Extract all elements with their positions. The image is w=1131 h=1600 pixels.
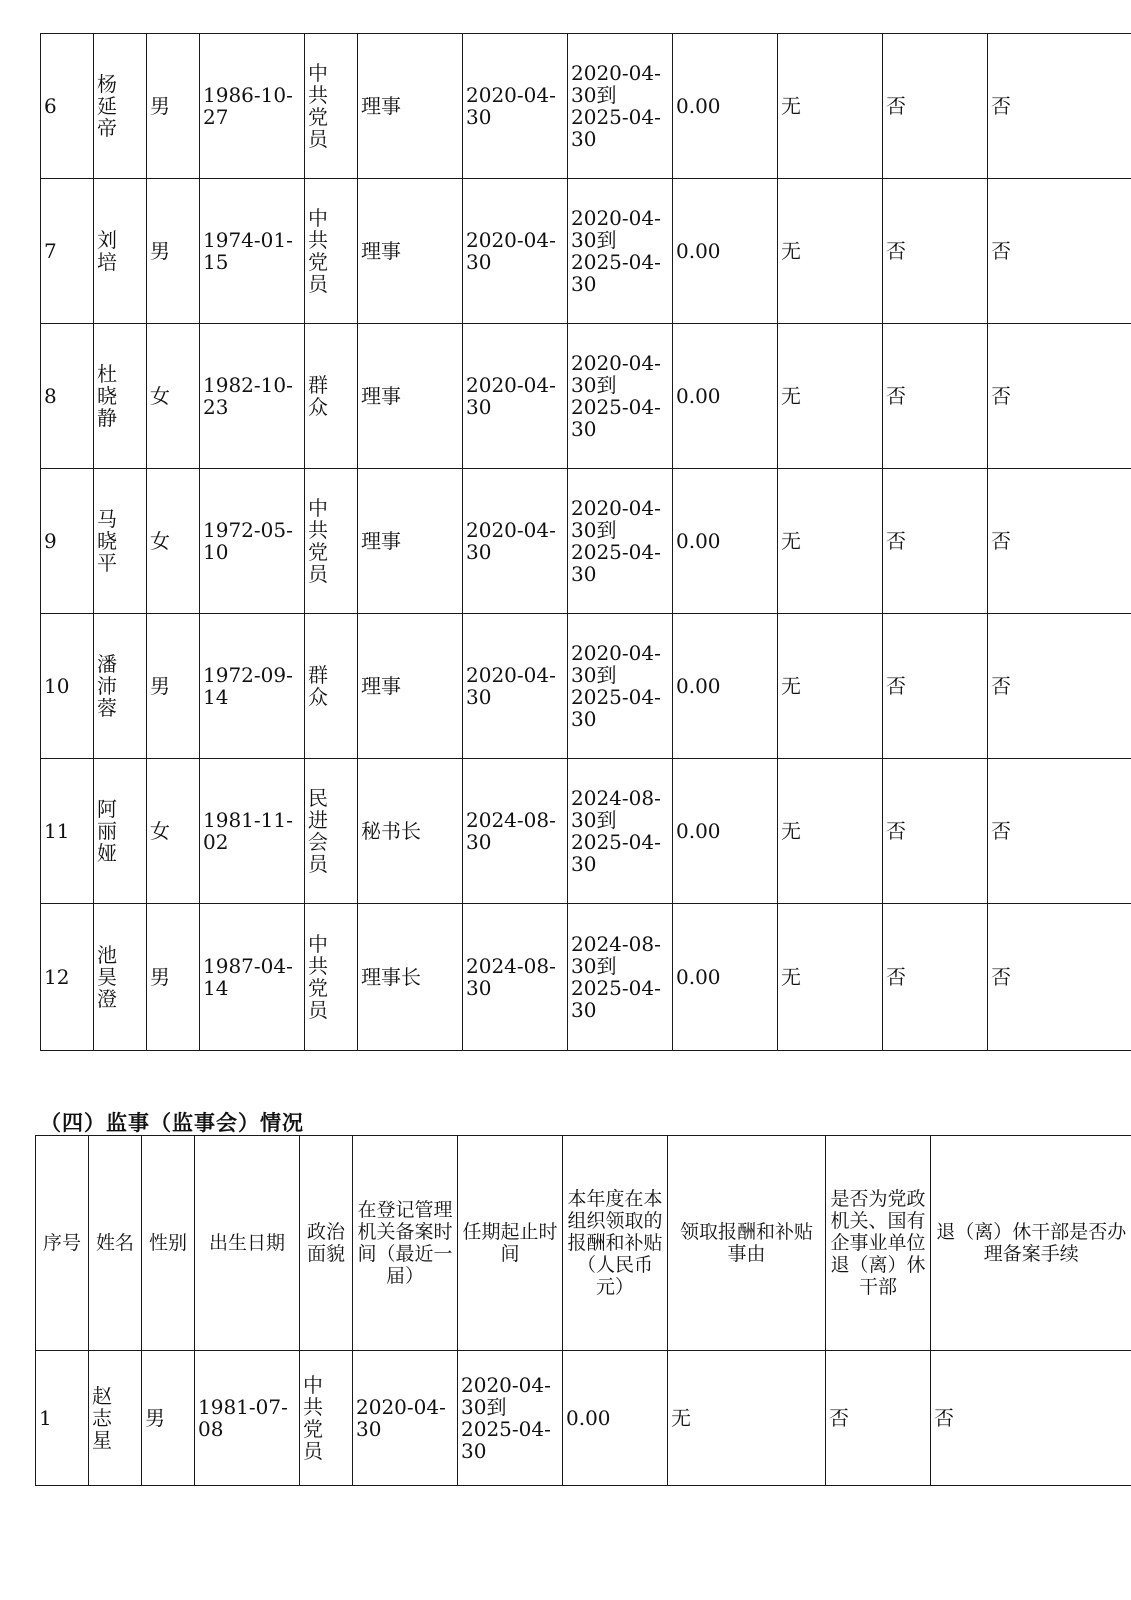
supervisor-name: 赵志星 xyxy=(92,1384,112,1452)
member-is-retired-cadre: 否 xyxy=(883,324,988,469)
header-is-retired-cadre: 是否为党政机关、国有企事业单位退（离）休干部 xyxy=(826,1136,931,1351)
member-gender: 女 xyxy=(147,324,200,469)
member-gender: 男 xyxy=(147,179,200,324)
table-row xyxy=(41,324,1131,469)
member-name: 池昊澄 xyxy=(97,943,117,1011)
header-no: 序号 xyxy=(36,1136,89,1351)
member-reason: 无 xyxy=(778,759,883,904)
member-is-retired-cadre: 否 xyxy=(883,614,988,759)
member-politics: 中共党员 xyxy=(308,496,328,586)
member-position: 理事 xyxy=(358,324,463,469)
member-gender: 女 xyxy=(147,469,200,614)
member-is-retired-cadre: 否 xyxy=(883,179,988,324)
board-members-body xyxy=(41,34,1131,1051)
member-position: 理事长 xyxy=(358,904,463,1051)
member-reason: 无 xyxy=(778,324,883,469)
supervisor-name-cell xyxy=(89,1351,142,1486)
member-name-cell xyxy=(94,324,147,469)
member-reason: 无 xyxy=(778,179,883,324)
member-name: 杨延帝 xyxy=(97,72,117,140)
supervisor-term: 2020-04-30到2025-04-30 xyxy=(458,1351,563,1486)
member-name-cell xyxy=(94,469,147,614)
table-row xyxy=(41,759,1131,904)
member-term: 2024-08-30到2025-04-30 xyxy=(568,904,673,1051)
member-filing-time: 2020-04-30 xyxy=(463,324,568,469)
member-reason: 无 xyxy=(778,614,883,759)
member-politics-cell xyxy=(305,904,358,1051)
member-name: 潘沛蓉 xyxy=(97,652,117,720)
member-politics: 群众 xyxy=(308,663,328,709)
header-reason: 领取报酬和补贴事由 xyxy=(668,1136,826,1351)
member-filed: 否 xyxy=(988,469,1131,614)
member-birth: 1972-05-10 xyxy=(200,469,305,614)
header-filed: 退（离）休干部是否办理备案手续 xyxy=(931,1136,1131,1351)
member-is-retired-cadre: 否 xyxy=(883,759,988,904)
supervisor-filed: 否 xyxy=(931,1351,1131,1486)
member-term: 2020-04-30到2025-04-30 xyxy=(568,469,673,614)
member-pay: 0.00 xyxy=(673,904,778,1051)
member-is-retired-cadre: 否 xyxy=(883,904,988,1051)
member-reason: 无 xyxy=(778,34,883,179)
member-position: 理事 xyxy=(358,34,463,179)
row-no: 1 xyxy=(36,1351,89,1486)
member-name: 阿丽娅 xyxy=(97,797,117,865)
member-term: 2020-04-30到2025-04-30 xyxy=(568,179,673,324)
member-gender: 女 xyxy=(147,759,200,904)
table-row xyxy=(41,904,1131,1051)
table-row xyxy=(41,179,1131,324)
member-birth: 1987-04-14 xyxy=(200,904,305,1051)
member-politics-cell xyxy=(305,469,358,614)
member-position: 理事 xyxy=(358,469,463,614)
board-members-table xyxy=(40,33,1131,1051)
member-filed: 否 xyxy=(988,759,1131,904)
member-gender: 男 xyxy=(147,904,200,1051)
member-pay: 0.00 xyxy=(673,614,778,759)
member-politics: 中共党员 xyxy=(308,206,328,296)
member-pay: 0.00 xyxy=(673,469,778,614)
member-politics-cell xyxy=(305,324,358,469)
member-name: 刘培 xyxy=(97,228,117,274)
member-term: 2024-08-30到2025-04-30 xyxy=(568,759,673,904)
member-term: 2020-04-30到2025-04-30 xyxy=(568,34,673,179)
member-politics: 中共党员 xyxy=(308,932,328,1022)
header-birth: 出生日期 xyxy=(195,1136,300,1351)
supervisor-politics-cell xyxy=(300,1351,353,1486)
member-politics-cell xyxy=(305,759,358,904)
member-birth: 1986-10-27 xyxy=(200,34,305,179)
supervisor-gender: 男 xyxy=(142,1351,195,1486)
member-name-cell xyxy=(94,904,147,1051)
member-birth: 1972-09-14 xyxy=(200,614,305,759)
member-politics-cell xyxy=(305,614,358,759)
member-politics: 中共党员 xyxy=(308,61,328,151)
member-filing-time: 2024-08-30 xyxy=(463,759,568,904)
member-filing-time: 2020-04-30 xyxy=(463,34,568,179)
row-no: 12 xyxy=(41,904,94,1051)
member-position: 秘书长 xyxy=(358,759,463,904)
supervisor-birth: 1981-07-08 xyxy=(195,1351,300,1486)
member-filed: 否 xyxy=(988,904,1131,1051)
header-term: 任期起止时间 xyxy=(458,1136,563,1351)
member-reason: 无 xyxy=(778,469,883,614)
member-pay: 0.00 xyxy=(673,324,778,469)
member-name-cell xyxy=(94,759,147,904)
table-row xyxy=(41,469,1131,614)
member-name: 马晓平 xyxy=(97,507,117,575)
member-term: 2020-04-30到2025-04-30 xyxy=(568,614,673,759)
member-position: 理事 xyxy=(358,179,463,324)
member-reason: 无 xyxy=(778,904,883,1051)
member-name: 杜晓静 xyxy=(97,362,117,430)
row-no: 9 xyxy=(41,469,94,614)
member-filed: 否 xyxy=(988,34,1131,179)
supervisor-filing-time: 2020-04-30 xyxy=(353,1351,458,1486)
supervisors-body xyxy=(36,1351,1131,1486)
supervisor-is-retired-cadre: 否 xyxy=(826,1351,931,1486)
member-position: 理事 xyxy=(358,614,463,759)
table-row xyxy=(41,614,1131,759)
section-title: （四）监事（监事会）情况 xyxy=(40,1111,304,1135)
table-row xyxy=(41,34,1131,179)
member-gender: 男 xyxy=(147,34,200,179)
supervisor-reason: 无 xyxy=(668,1351,826,1486)
header-filing-time: 在登记管理机关备案时间（最近一届） xyxy=(353,1136,458,1351)
row-no: 7 xyxy=(41,179,94,324)
member-filing-time: 2024-08-30 xyxy=(463,904,568,1051)
member-is-retired-cadre: 否 xyxy=(883,469,988,614)
member-birth: 1981-11-02 xyxy=(200,759,305,904)
table-row xyxy=(36,1351,1131,1486)
member-filing-time: 2020-04-30 xyxy=(463,179,568,324)
member-filed: 否 xyxy=(988,614,1131,759)
supervisor-pay: 0.00 xyxy=(563,1351,668,1486)
header-gender: 性别 xyxy=(142,1136,195,1351)
supervisors-header-row xyxy=(36,1136,1131,1351)
member-politics: 群众 xyxy=(308,373,328,419)
supervisor-politics: 中共党员 xyxy=(303,1373,323,1463)
row-no: 6 xyxy=(41,34,94,179)
member-name-cell xyxy=(94,614,147,759)
header-politics: 政治面貌 xyxy=(300,1136,353,1351)
supervisors-table xyxy=(35,1135,1131,1486)
member-politics-cell xyxy=(305,179,358,324)
member-term: 2020-04-30到2025-04-30 xyxy=(568,324,673,469)
member-pay: 0.00 xyxy=(673,34,778,179)
member-politics-cell xyxy=(305,34,358,179)
member-filing-time: 2020-04-30 xyxy=(463,469,568,614)
member-politics: 民进会员 xyxy=(308,786,328,876)
header-name: 姓名 xyxy=(89,1136,142,1351)
member-is-retired-cadre: 否 xyxy=(883,34,988,179)
member-birth: 1982-10-23 xyxy=(200,324,305,469)
row-no: 8 xyxy=(41,324,94,469)
row-no: 11 xyxy=(41,759,94,904)
member-name-cell xyxy=(94,179,147,324)
member-name-cell xyxy=(94,34,147,179)
header-pay: 本年度在本组织领取的报酬和补贴（人民币元） xyxy=(563,1136,668,1351)
member-pay: 0.00 xyxy=(673,179,778,324)
member-filed: 否 xyxy=(988,324,1131,469)
member-pay: 0.00 xyxy=(673,759,778,904)
member-gender: 男 xyxy=(147,614,200,759)
row-no: 10 xyxy=(41,614,94,759)
member-filing-time: 2020-04-30 xyxy=(463,614,568,759)
member-filed: 否 xyxy=(988,179,1131,324)
member-birth: 1974-01-15 xyxy=(200,179,305,324)
